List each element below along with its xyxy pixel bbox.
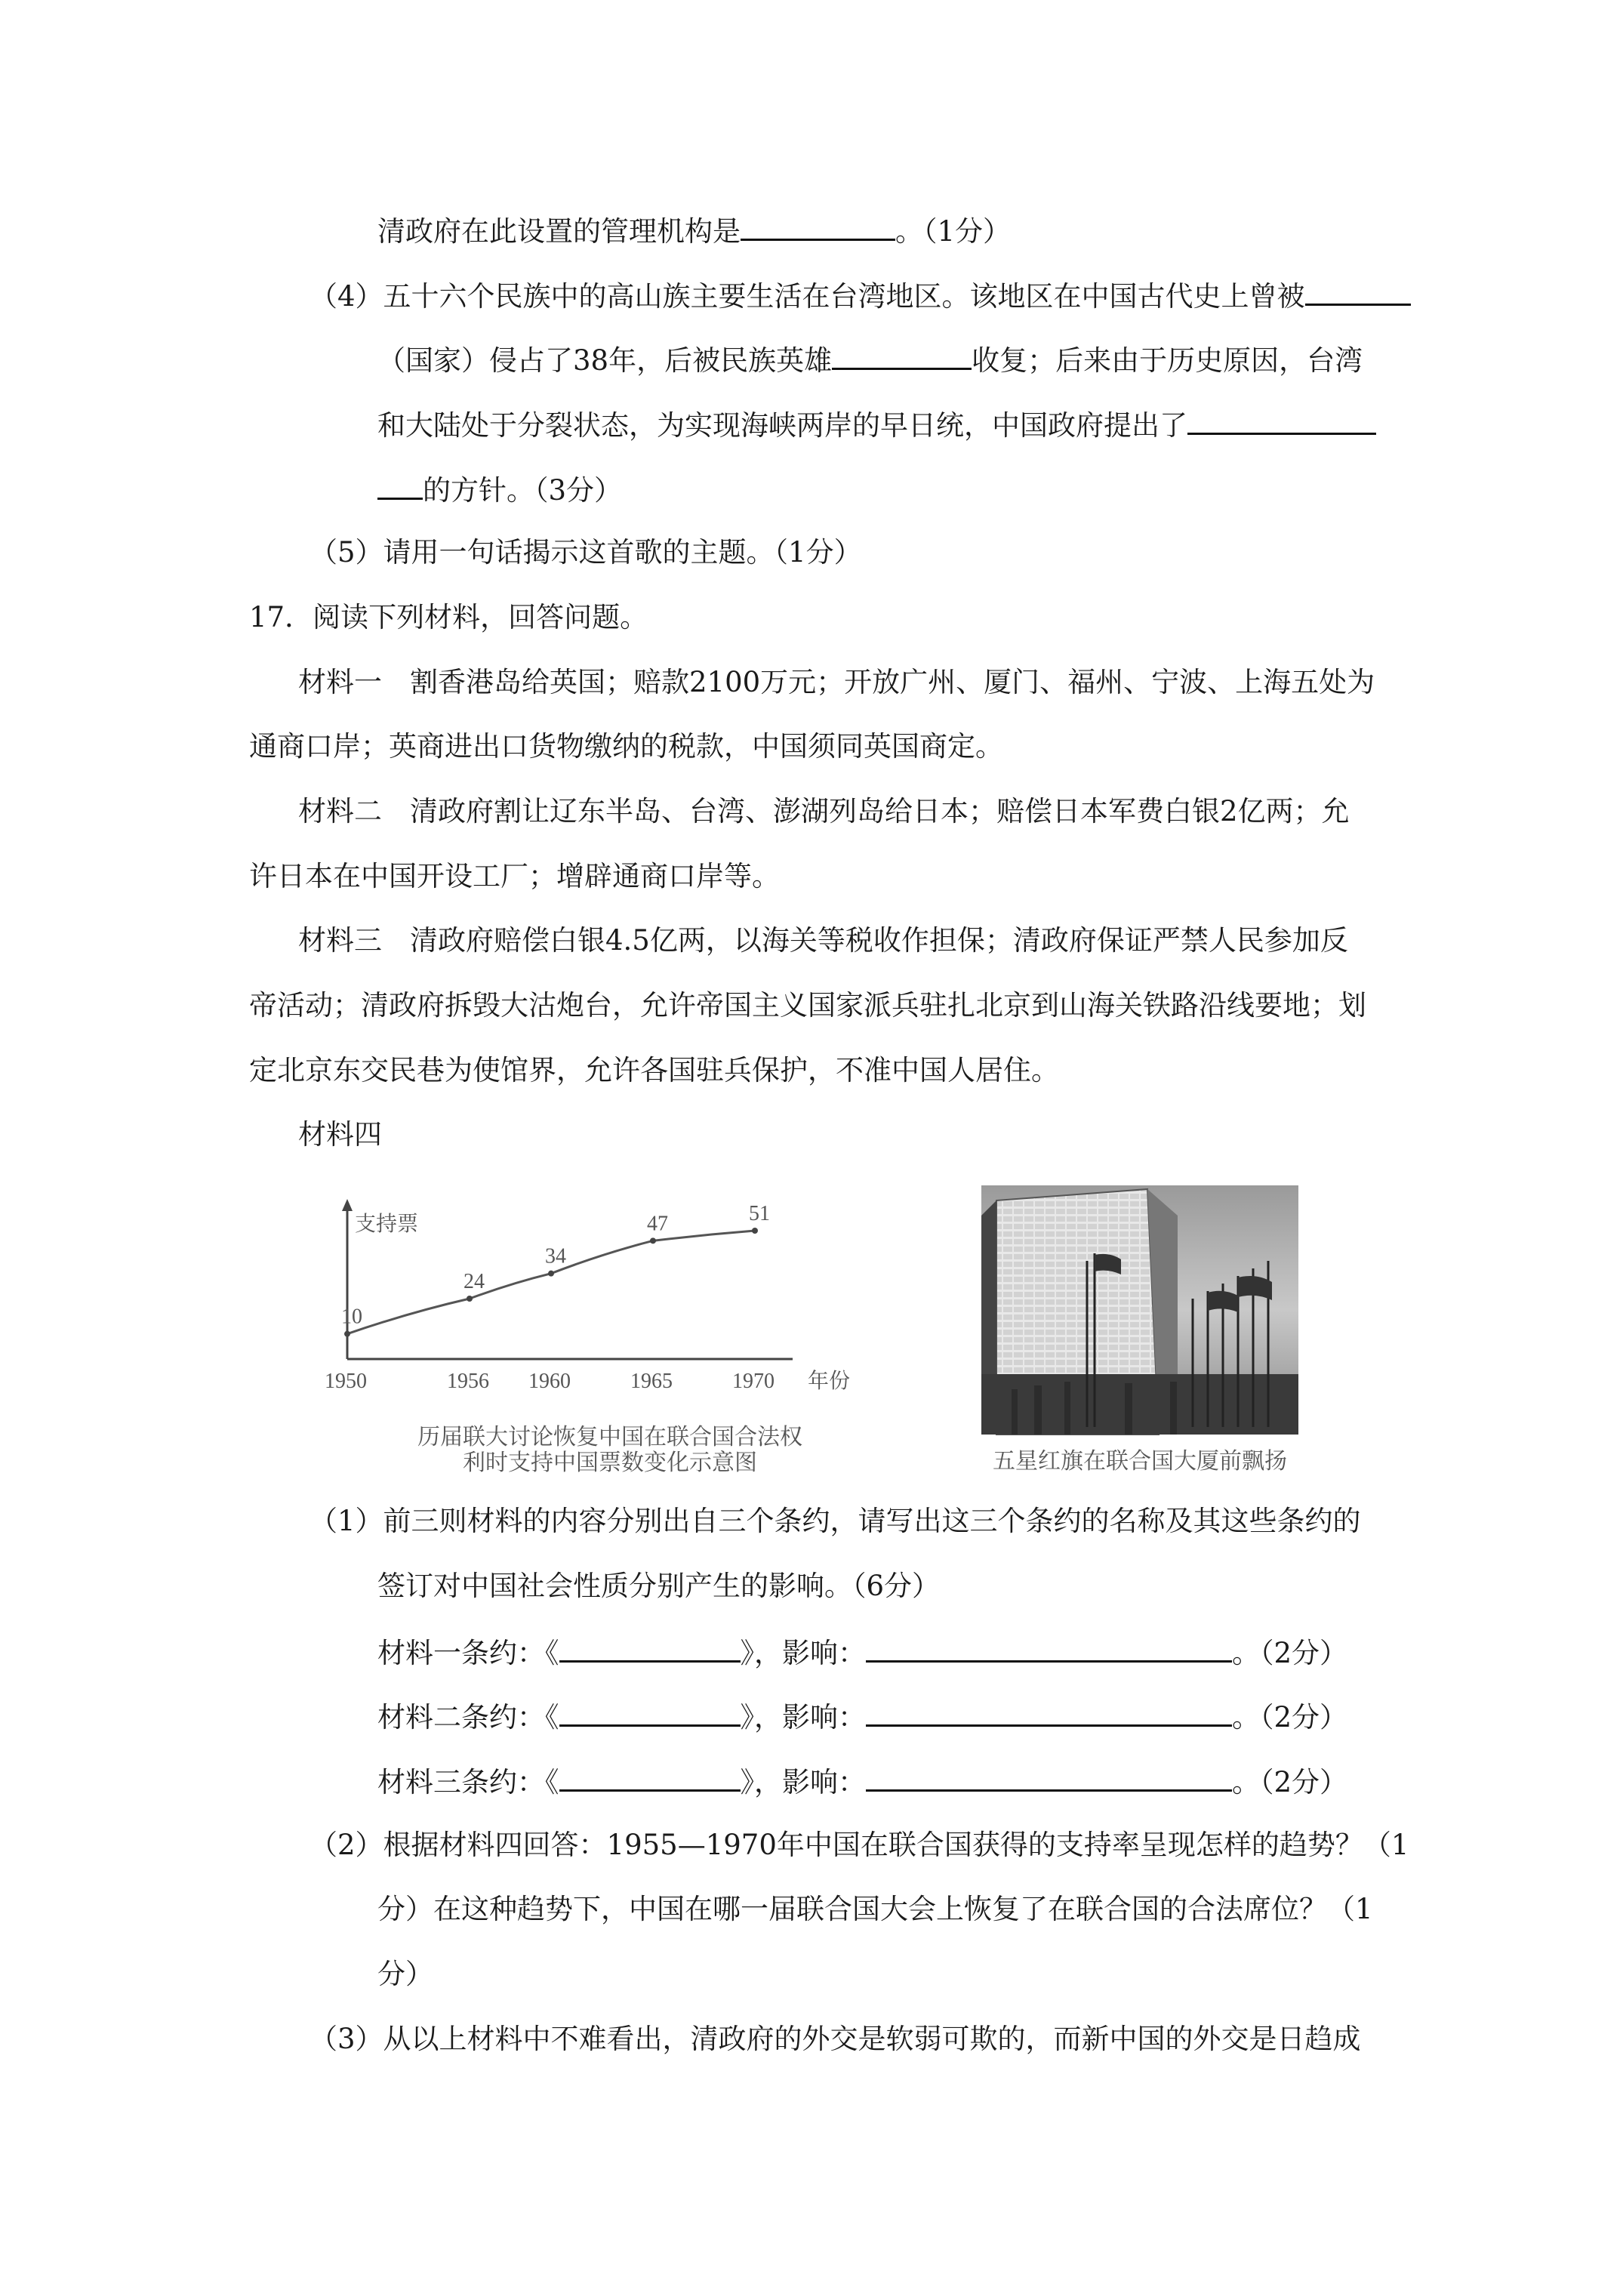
y-axis-arrow — [342, 1199, 353, 1211]
chart-caption-line-2: 利时支持中国票数变化示意图 — [463, 1450, 757, 1476]
line-q4-3: 和大陆处于分裂状态，为实现海峡两岸的早日统，中国政府提出了 — [377, 407, 1376, 442]
answer-blank[interactable] — [832, 342, 972, 370]
data-point — [467, 1296, 473, 1302]
question-2-line-1: （2）根据材料四回答：1955—1970年中国在联合国获得的支持率呈现怎样的趋势？（1 — [310, 1829, 1409, 1861]
material-2-line-2: 许日本在中国开设工厂；增辟通商口岸等。 — [249, 860, 780, 892]
line-q4-4: 的方针。（3分） — [377, 472, 622, 507]
treaty-name-blank[interactable] — [559, 1764, 741, 1792]
question-1-line-2: 签订对中国社会性质分别产生的影响。（6分） — [377, 1570, 941, 1602]
treaty-name-blank[interactable] — [559, 1635, 741, 1663]
answer-blank[interactable] — [377, 472, 423, 500]
data-label: 51 — [749, 1202, 770, 1225]
data-label: 10 — [341, 1305, 362, 1329]
x-axis-unit-label: 年份 — [808, 1370, 851, 1393]
data-label: 34 — [545, 1244, 566, 1268]
material-4-label: 材料四 — [298, 1118, 382, 1151]
data-point — [752, 1228, 758, 1234]
material-3-line-2: 帝活动；清政府拆毁大沽炮台，允许帝国主义国家派兵驻扎北京到山海关铁路沿线要地；划 — [249, 989, 1366, 1022]
line-q4-2: （国家）侵占了38年，后被民族英雄 收复；后来由于历史原因，台湾 — [377, 342, 1363, 378]
data-point — [548, 1271, 554, 1277]
line-q3-answer: 清政府在此设置的管理机构是 。（1分） — [377, 213, 1011, 248]
x-tick-label: 1965 — [630, 1370, 673, 1393]
answer-blank[interactable] — [741, 213, 895, 241]
answer-row-1: 材料一条约：《 》，影响： 。（2分） — [377, 1635, 1347, 1670]
x-tick-label: 1970 — [732, 1370, 775, 1393]
answer-row-3: 材料三条约：《 》，影响： 。（2分） — [377, 1764, 1347, 1799]
support-votes-line-chart — [325, 1193, 906, 1412]
un-building-photo — [981, 1185, 1298, 1435]
impact-blank[interactable] — [866, 1699, 1232, 1727]
question-2-line-2: 分）在这种趋势下，中国在哪一届联合国大会上恢复了在联合国的合法席位？（1 — [377, 1893, 1373, 1925]
line-q4: （4）五十六个民族中的高山族主要生活在台湾地区。该地区在中国古代史上曾被 — [310, 278, 1411, 313]
x-tick-label: 1960 — [528, 1370, 571, 1393]
treaty-name-blank[interactable] — [559, 1699, 741, 1727]
material-2-line-1: 材料二 清政府割让辽东半岛、台湾、澎湖列岛给日本；赔偿日本军费白银2亿两；允 — [298, 795, 1350, 827]
material-1-line-1: 材料一 割香港岛给英国；赔款2100万元；开放广州、厦门、福州、宁波、上海五处为 — [298, 666, 1375, 698]
data-label: 24 — [463, 1270, 485, 1293]
material-3-line-3: 定北京东交民巷为使馆界，允许各国驻兵保护，不准中国人居住。 — [249, 1054, 1059, 1086]
material-1-line-2: 通商口岸；英商进出口货物缴纳的税款，中国须同英国商定。 — [249, 730, 1003, 763]
x-tick-label: 1956 — [447, 1370, 489, 1393]
y-axis-label: 支持票 — [355, 1213, 419, 1236]
data-label: 47 — [647, 1212, 668, 1236]
impact-blank[interactable] — [866, 1635, 1232, 1663]
impact-blank[interactable] — [866, 1764, 1232, 1792]
question-2-line-3: 分） — [377, 1958, 433, 1990]
answer-row-2: 材料二条约：《 》，影响： 。（2分） — [377, 1699, 1347, 1734]
question-17-heading: 17．阅读下列材料，回答问题。 — [249, 601, 648, 633]
question-3-line-1: （3）从以上材料中不难看出，清政府的外交是软弱可欺的，而新中国的外交是日趋成 — [310, 2023, 1361, 2055]
data-point — [344, 1331, 350, 1337]
chart-caption-line-1: 历届联大讨论恢复中国在联合国合法权 — [417, 1424, 802, 1450]
data-point — [650, 1237, 656, 1244]
material-3-line-1: 材料三 清政府赔偿白银4.5亿两，以海关等税收作担保；清政府保证严禁人民参加反 — [298, 924, 1348, 957]
answer-blank[interactable] — [1305, 278, 1411, 306]
x-tick-label: 1950 — [325, 1370, 367, 1393]
photo-caption: 五星红旗在联合国大厦前飘扬 — [993, 1448, 1287, 1475]
question-1-line-1: （1）前三则材料的内容分别出自三个条约，请写出这三个条约的名称及其这些条约的 — [310, 1505, 1361, 1537]
answer-blank[interactable] — [1187, 407, 1376, 435]
line-q5: （5）请用一句话揭示这首歌的主题。（1分） — [310, 536, 862, 569]
